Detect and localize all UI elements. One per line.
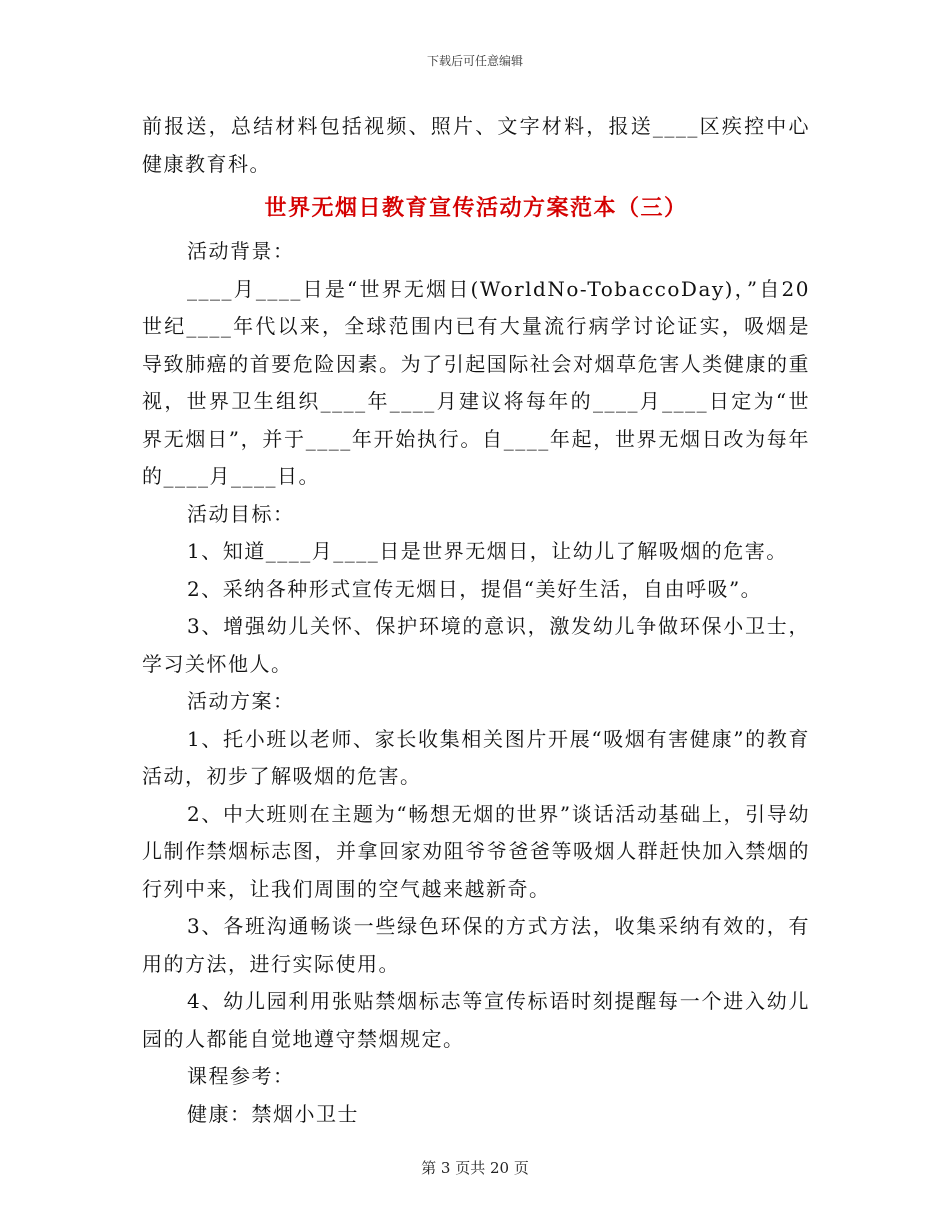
goal-item-2: 2、采纳各种形式宣传无烟日，提倡“美好生活，自由呼吸”。 xyxy=(187,576,763,601)
course-item-health: 健康：禁烟小卫士 xyxy=(187,1101,359,1126)
plan-item-2: 2、中大班则在主题为“畅想无烟的世界”谈话活动基础上，引导幼儿制作禁烟标志图，并拿回家劝阻爷爷爸爸等吸烟人群赶快加入禁烟的行列中来，让我们周围的空气越来越新奇。 xyxy=(142,801,810,901)
goal-item-3: 3、增强幼儿关怀、保护环境的意识，激发幼儿争做环保小卫士，学习关怀他人。 xyxy=(142,614,810,676)
goal-item-1: 1、知道____月____日是世界无烟日，让幼儿了解吸烟的危害。 xyxy=(187,539,788,563)
plan-item-3: 3、各班沟通畅谈一些绿色环保的方式方法，收集采纳有效的，有用的方法，进行实际使用。 xyxy=(142,914,810,976)
heading-course-reference: 课程参考： xyxy=(187,1064,295,1088)
document-body xyxy=(142,108,810,1133)
plan-item-1: 1、托小班以老师、家长收集相关图片开展“吸烟有害健康”的教育活动，初步了解吸烟的危害。 xyxy=(142,726,810,788)
page-footer: 第 3 页共 20 页 xyxy=(421,1159,529,1177)
section-title: 世界无烟日教育宣传活动方案范本（三） xyxy=(264,195,688,221)
page-header: 下载后可任意编辑 xyxy=(426,54,523,68)
heading-plan: 活动方案： xyxy=(187,689,295,713)
heading-goals: 活动目标： xyxy=(187,501,295,526)
paragraph-continuation: 前报送，总结材料包括视频、照片、文字材料，报送____区疾控中心健康教育科。 xyxy=(142,114,810,176)
paragraph-background: ____月____日是“世界无烟日(WorldNo-TobaccoDay)，”自20世纪____年代以来，全球范围内已有大量流行病学讨论证实，吸烟是导致肺癌的首要危险因素。为了引起国际社会对烟草危害人类健康的重视，世界卫生组织____年____月建议将每年的____月____日定为“世界无烟日”，并于____年开始执行。自____年起，世界无烟日改为每年的____月____日。 xyxy=(142,276,810,488)
heading-background: 活动背景： xyxy=(187,239,295,263)
plan-item-4: 4、幼儿园利用张贴禁烟标志等宣传标语时刻提醒每一个进入幼儿园的人都能自觉地遵守禁烟规定。 xyxy=(142,989,810,1051)
